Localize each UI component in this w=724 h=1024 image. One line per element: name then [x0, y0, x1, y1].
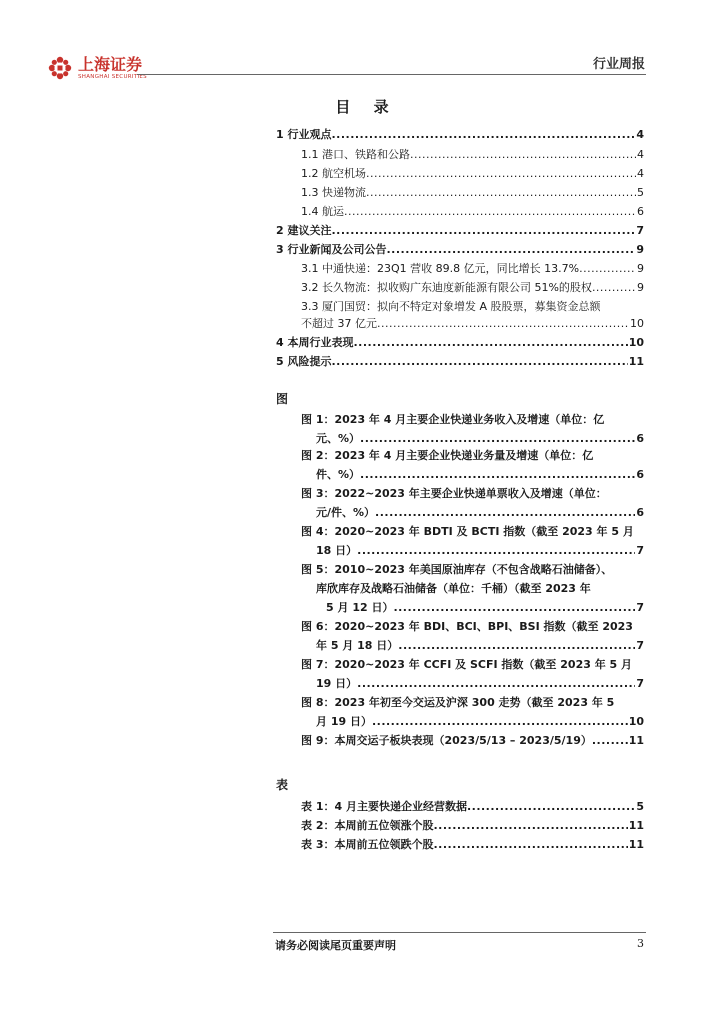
leader-dots	[344, 205, 636, 218]
toc-entry-3[interactable]	[276, 243, 644, 256]
toc-entry-page: 9	[637, 262, 644, 275]
leader-dots	[410, 148, 636, 161]
toc-entry-page: 9	[636, 243, 644, 256]
toc-entry-page: 4	[637, 148, 644, 161]
leader-dots	[592, 734, 628, 747]
figure-page: 7	[636, 677, 644, 690]
figure-8[interactable]	[316, 715, 644, 728]
table-page: 11	[628, 838, 644, 851]
leader-dots	[592, 281, 636, 294]
toc-entry-label: 1 行业观点	[276, 128, 332, 141]
logo-emblem-icon	[48, 56, 72, 80]
figure-label: 月 19 日）	[316, 715, 372, 728]
figure-page: 7	[636, 544, 644, 557]
report-type: 行业周报	[592, 57, 645, 72]
toc-entry-label: 5 风险提示	[276, 355, 332, 368]
table-label: 表 3：本周前五位领跌个股	[301, 838, 434, 851]
toc-entry-label: 1.4 航运	[301, 205, 344, 218]
figure-7[interactable]	[316, 677, 644, 690]
leader-dots	[377, 317, 629, 330]
figure-8-line1[interactable]: 图 8：2023 年初至今交运及沪深 300 走势（截至 2023 年 5	[301, 696, 615, 709]
leader-dots	[433, 819, 627, 832]
figure-1[interactable]	[316, 432, 644, 445]
toc-entry-page: 11	[628, 355, 644, 368]
figure-5[interactable]	[326, 601, 644, 614]
figure-4[interactable]	[316, 544, 644, 557]
figure-3[interactable]	[316, 506, 644, 519]
table-page: 11	[628, 819, 644, 832]
leader-dots	[366, 167, 636, 180]
figure-page: 6	[636, 432, 644, 445]
leader-dots	[357, 677, 635, 690]
table-3[interactable]	[301, 838, 644, 851]
page-number: 3	[637, 937, 644, 950]
figure-2[interactable]	[316, 468, 644, 481]
toc-entry-3-1[interactable]	[301, 262, 644, 275]
table-page: 5	[636, 800, 644, 813]
figure-6[interactable]	[316, 639, 644, 652]
leader-dots	[331, 224, 635, 237]
leader-dots	[375, 506, 635, 519]
leader-dots	[393, 601, 635, 614]
table-1[interactable]	[301, 800, 644, 813]
toc-entry-label: 1.3 快递物流	[301, 186, 366, 199]
figure-label: 元/件、%）	[316, 506, 376, 519]
toc-entry-label: 2 建议关注	[276, 224, 332, 237]
figure-2-line1[interactable]: 图 2：2023 年 4 月主要企业快递业务量及增速（单位：亿	[301, 449, 594, 462]
figure-label: 图 9：本周交运子板块表现（2023/5/13 – 2023/5/19）	[301, 734, 592, 747]
leader-dots	[433, 838, 627, 851]
toc-entry-1-2[interactable]	[301, 167, 644, 180]
toc-entry-1-3[interactable]	[301, 186, 644, 199]
leader-dots	[360, 432, 635, 445]
toc-entry-1-1[interactable]	[301, 148, 644, 161]
figure-label: 5 月 12 日）	[326, 601, 394, 614]
disclaimer-note: 请务必阅读尾页重要声明	[275, 939, 396, 952]
toc-entry-page: 4	[637, 167, 644, 180]
leader-dots	[398, 639, 635, 652]
figure-page: 7	[636, 601, 644, 614]
figure-label: 件、%）	[316, 468, 361, 481]
figure-4-line1[interactable]: 图 4：2020~2023 年 BDTI 及 BCTI 指数（截至 2023 年 5 月	[301, 525, 634, 538]
figure-page: 6	[636, 506, 644, 519]
toc-entry-3-2[interactable]	[301, 281, 644, 294]
leader-dots	[366, 186, 636, 199]
toc-entry-label: 1.2 航空机场	[301, 167, 366, 180]
figure-1-line1[interactable]: 图 1：2023 年 4 月主要企业快递业务收入及增速（单位：亿	[301, 413, 605, 426]
figure-3-line1[interactable]: 图 3：2022~2023 年主要企业快递单票收入及增速（单位：	[301, 487, 607, 500]
toc-entry-1[interactable]	[276, 128, 644, 141]
toc-entry-page: 9	[637, 281, 644, 294]
leader-dots	[372, 715, 628, 728]
toc-entry-label: 1.1 港口、铁路和公路	[301, 148, 410, 161]
figure-label: 18 日）	[316, 544, 358, 557]
leader-dots	[360, 468, 635, 481]
toc-entry-2[interactable]	[276, 224, 644, 237]
toc-entry-3-3-line1[interactable]: 3.3 厦门国贸：拟向不特定对象增发 A 股股票，募集资金总额	[301, 300, 601, 313]
figure-label: 年 5 月 18 日）	[316, 639, 399, 652]
table-2[interactable]	[301, 819, 644, 832]
toc-entry-3-3[interactable]	[301, 317, 644, 330]
toc-title: 目 录	[335, 98, 398, 116]
figure-6-line1[interactable]: 图 6：2020~2023 年 BDI、BCI、BPI、BSI 指数（截至 2023	[301, 620, 633, 633]
toc-entry-page: 6	[637, 205, 644, 218]
figure-page: 6	[636, 468, 644, 481]
table-label: 表 2：本周前五位领涨个股	[301, 819, 434, 832]
toc-entry-label: 3 行业新闻及公司公告	[276, 243, 387, 256]
leader-dots	[353, 336, 627, 349]
toc-entry-4[interactable]	[276, 336, 644, 349]
tables-heading: 表	[276, 778, 289, 792]
figure-5-line2[interactable]: 库欣库存及战略石油储备（单位：千桶）（截至 2023 年	[316, 582, 591, 595]
figure-page: 11	[628, 734, 644, 747]
figures-heading: 图	[276, 392, 289, 406]
leader-dots	[467, 800, 635, 813]
leader-dots	[386, 243, 635, 256]
toc-entry-page: 4	[636, 128, 644, 141]
header-divider	[137, 74, 646, 75]
table-label: 表 1：4 月主要快递企业经营数据	[301, 800, 467, 813]
toc-entry-page: 7	[636, 224, 644, 237]
leader-dots	[331, 128, 635, 141]
figure-page: 7	[636, 639, 644, 652]
figure-7-line1[interactable]: 图 7：2020~2023 年 CCFI 及 SCFI 指数（截至 2023 年 5 月	[301, 658, 633, 671]
toc-entry-1-4[interactable]	[301, 205, 644, 218]
toc-entry-5[interactable]	[276, 355, 644, 368]
figure-label: 19 日）	[316, 677, 358, 690]
leader-dots	[331, 355, 627, 368]
logo-chinese-name: 上海证券	[78, 55, 143, 74]
toc-entry-label: 3.2 长久物流：拟收购广东迪度新能源有限公司 51%的股权	[301, 281, 592, 294]
toc-entry-label: 4 本周行业表现	[276, 336, 354, 349]
leader-dots	[357, 544, 635, 557]
figure-5-line1[interactable]: 图 5：2010~2023 年美国原油库存（不包含战略石油储备）、	[301, 563, 613, 576]
figure-9[interactable]	[301, 734, 644, 747]
toc-entry-label: 3.1 中通快递：23Q1 营收 89.8 亿元，同比增长 13.7%	[301, 262, 580, 275]
footer-divider	[273, 932, 646, 933]
leader-dots	[579, 262, 636, 275]
toc-entry-label: 不超过 37 亿元	[301, 317, 377, 330]
figure-page: 10	[628, 715, 644, 728]
toc-entry-page: 10	[630, 317, 644, 330]
toc-entry-page: 5	[637, 186, 644, 199]
logo-english-name: SHANGHAI SECURITIES	[78, 74, 147, 80]
figure-label: 元、%）	[316, 432, 361, 445]
toc-entry-page: 10	[628, 336, 644, 349]
